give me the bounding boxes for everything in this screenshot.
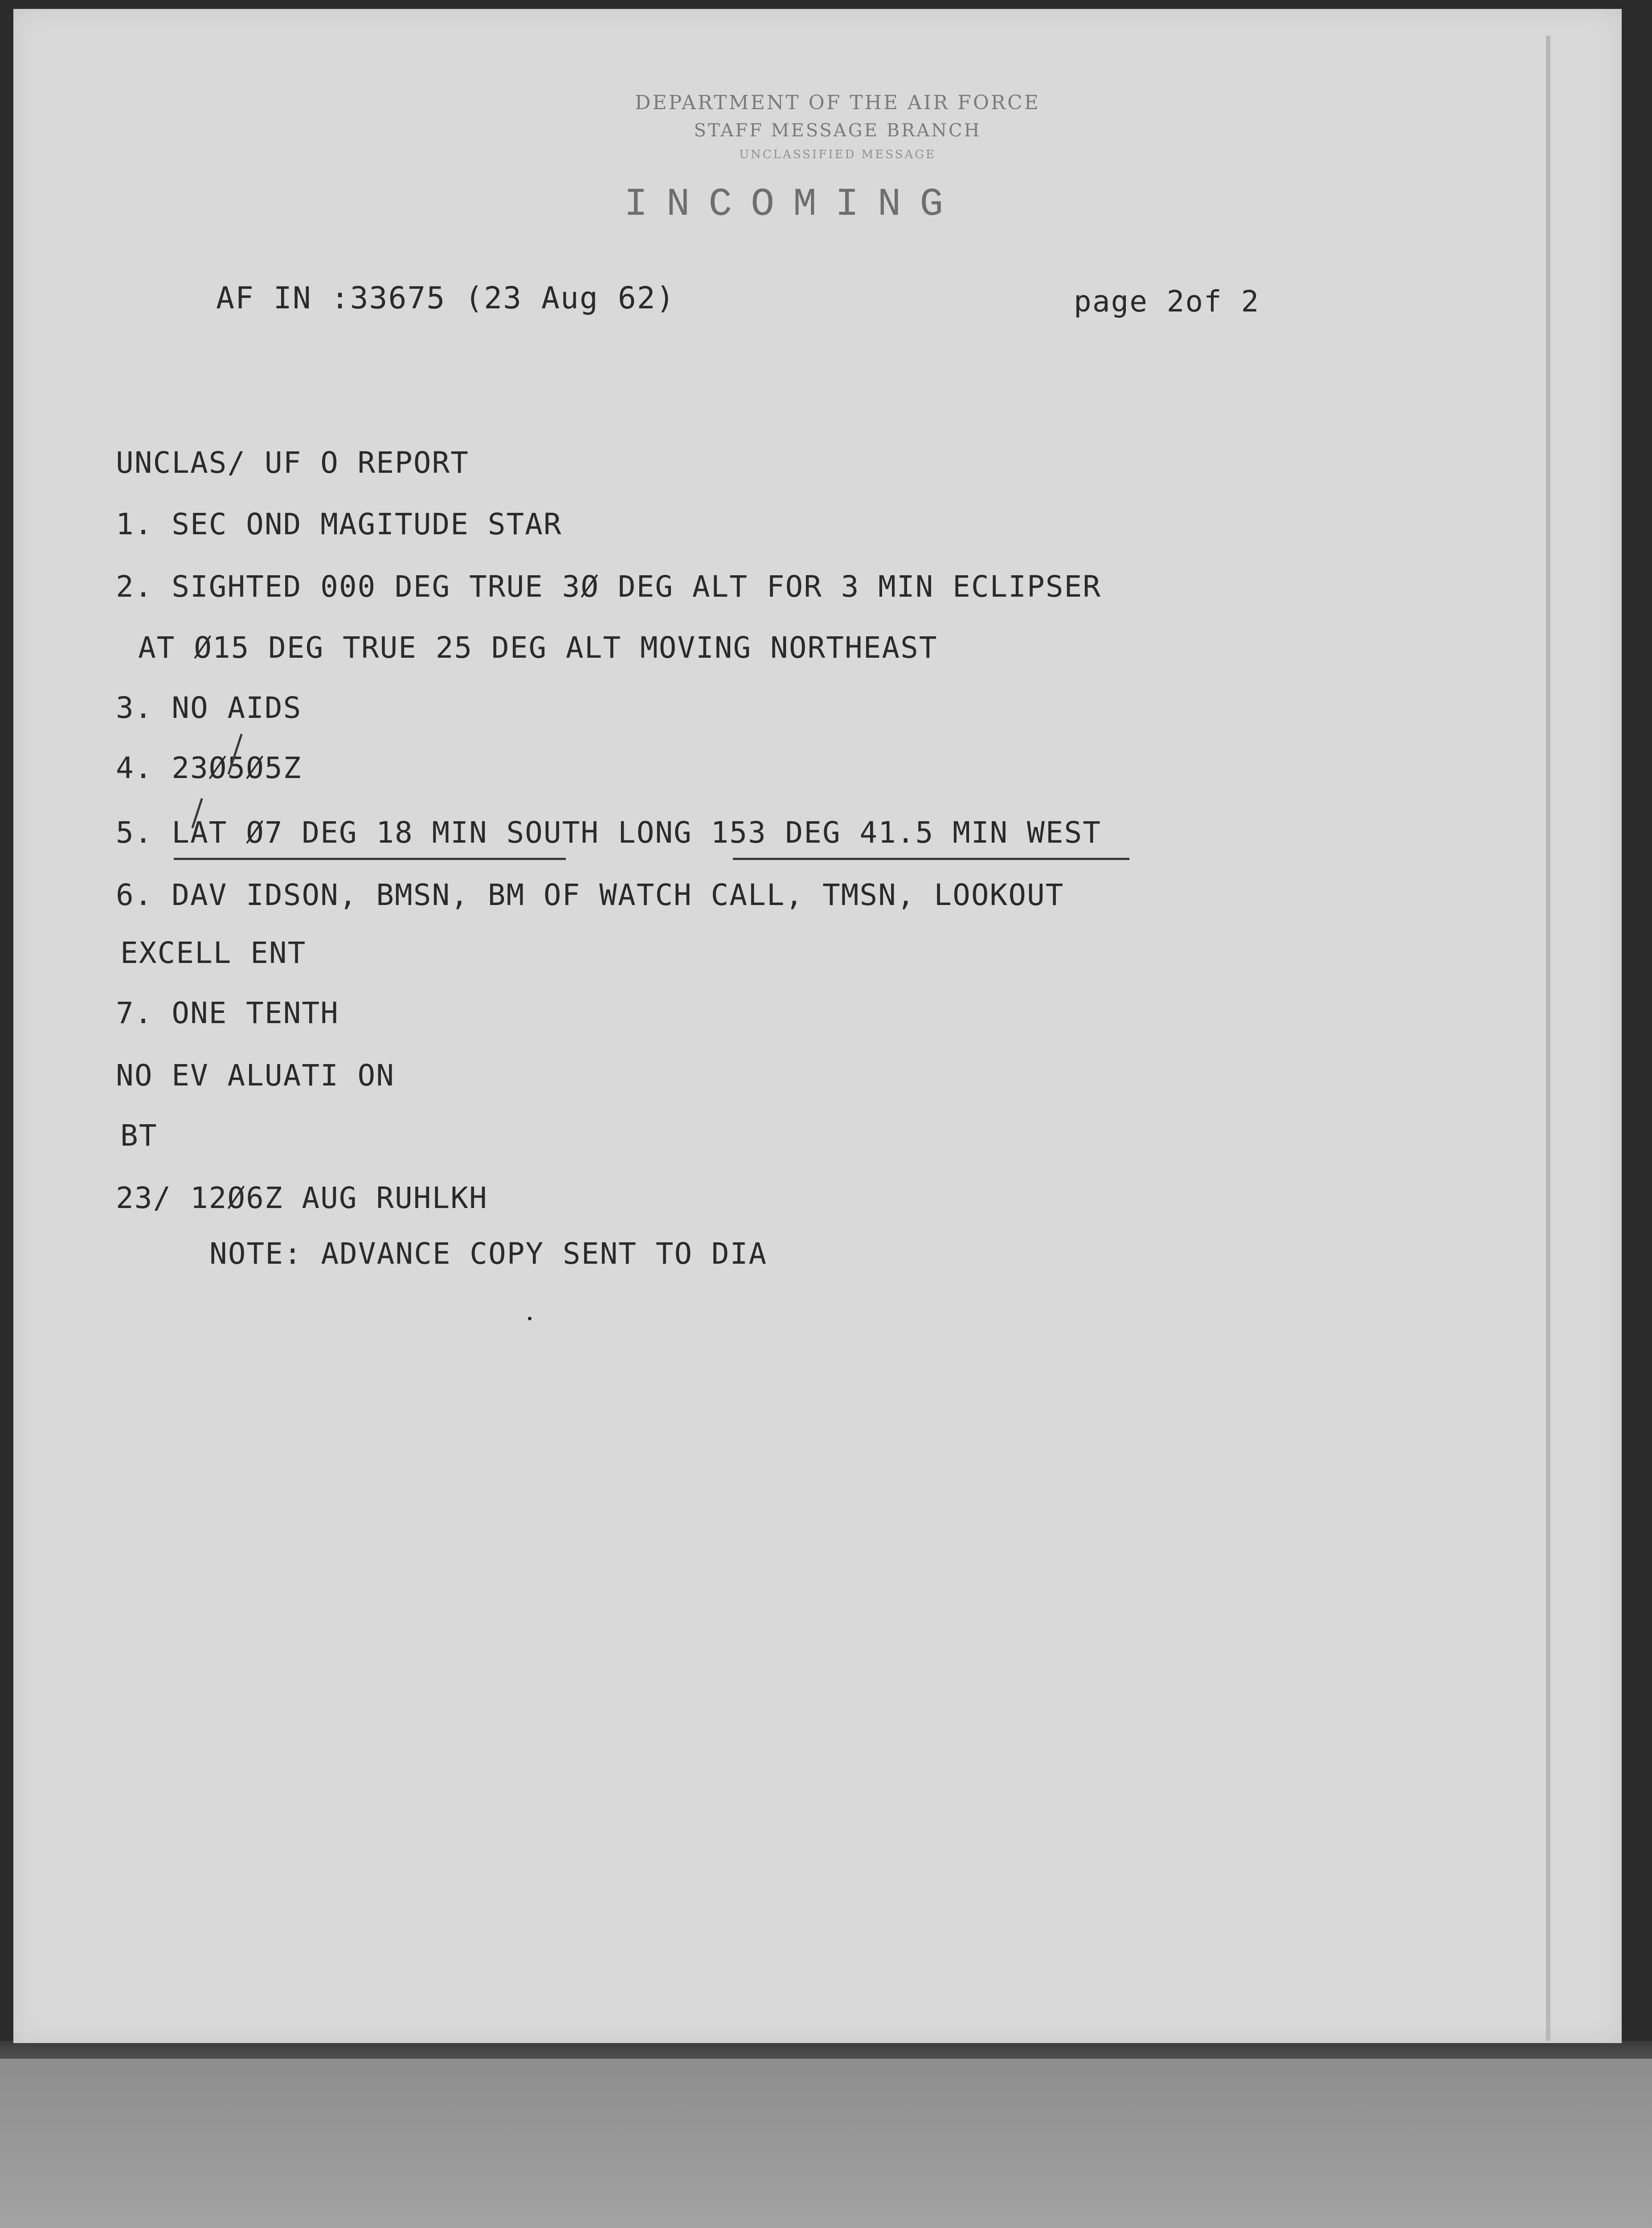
sheet-edge — [1546, 36, 1550, 2041]
message-sheet — [13, 9, 1622, 2043]
item-1: 1. SEC OND MAGITUDE STAR — [116, 507, 562, 541]
incoming-stamp: INCOMING — [624, 183, 962, 227]
film-frame-bottom — [0, 2059, 1652, 2228]
item-5: 5. LAT Ø7 DEG 18 MIN SOUTH LONG 153 DEG 41.5 MIN WEST — [116, 815, 1101, 850]
item-6-continued: EXCELL ENT — [120, 936, 307, 970]
date-time-group: 23/ 12Ø6Z AUG RUHLKH — [116, 1181, 488, 1215]
underline-latitude — [174, 858, 566, 860]
underline-longitude — [733, 858, 1129, 860]
item-6: 6. DAV IDSON, BMSN, BM OF WATCH CALL, TMSN, LOOKOUT — [116, 878, 1064, 912]
evaluation-line: NO EV ALUATI ON — [116, 1058, 395, 1093]
message-reference: AF IN :33675 (23 Aug 62) — [216, 281, 675, 316]
page-number: page 2of 2 — [1074, 284, 1260, 319]
break-line: BT — [120, 1118, 158, 1153]
item-2-continued: AT Ø15 DEG TRUE 25 DEG ALT MOVING NORTHEAST — [138, 631, 938, 665]
note-line: NOTE: ADVANCE COPY SENT TO DIA — [209, 1237, 768, 1271]
item-3: 3. NO AIDS — [116, 691, 302, 725]
branch-heading: STAFF MESSAGE BRANCH — [694, 120, 981, 141]
speck — [528, 1317, 532, 1320]
item-7: 7. ONE TENTH — [116, 996, 339, 1030]
item-2: 2. SIGHTED 000 DEG TRUE 3Ø DEG ALT FOR 3 MIN ECLIPSER — [116, 569, 1101, 604]
department-heading: DEPARTMENT OF THE AIR FORCE — [635, 91, 1040, 114]
classification-heading: UNCLASSIFIED MESSAGE — [739, 148, 936, 161]
item-4: 4. 23Ø5Ø5Z — [116, 751, 302, 785]
subject-line: UNCLAS/ UF O REPORT — [116, 446, 469, 480]
